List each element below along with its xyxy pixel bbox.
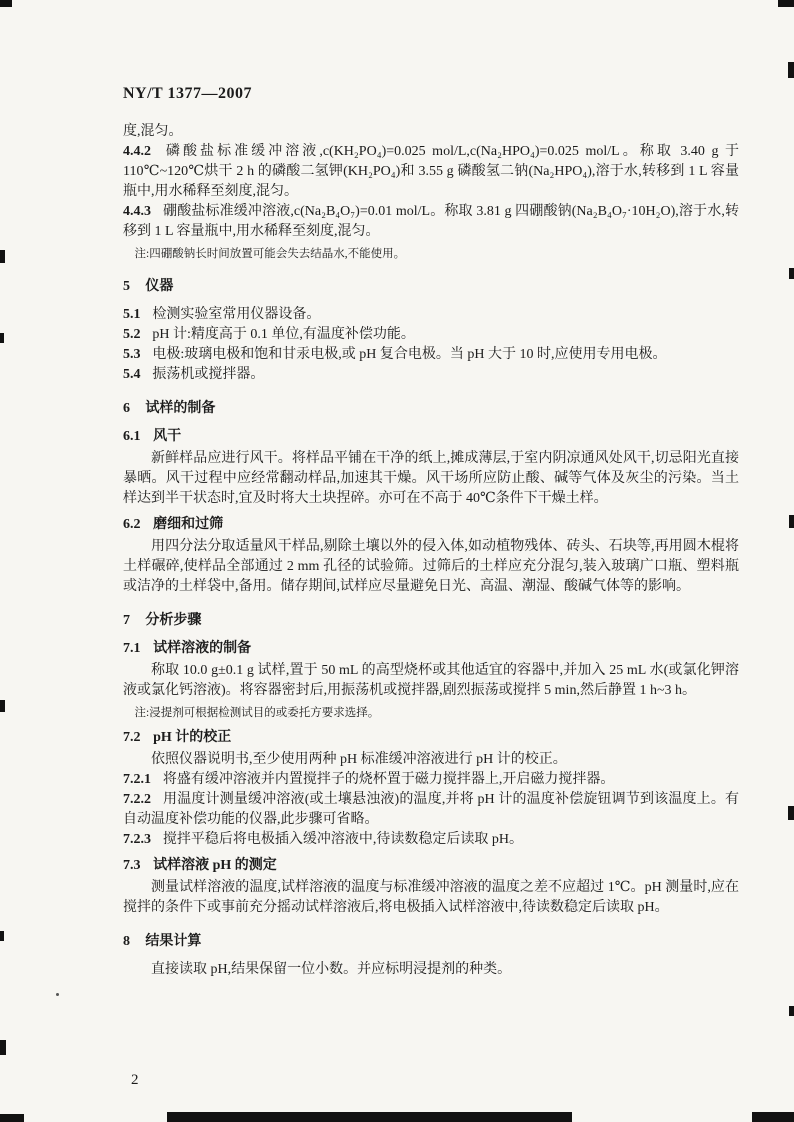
heading-text: 分析步骤 bbox=[145, 613, 202, 628]
clause-number: 7.2.1 bbox=[123, 772, 151, 787]
clause-number: 5.1 bbox=[123, 307, 141, 322]
heading-text: 结果计算 bbox=[145, 934, 202, 949]
paragraph-calibration-intro: 依照仪器说明书,至少使用两种 pH 标准缓冲溶液进行 pH 计的校正。 bbox=[151, 752, 567, 767]
heading-number: 8 bbox=[123, 934, 130, 949]
clause-7-2-3 bbox=[123, 830, 739, 850]
heading-number: 7.1 bbox=[123, 641, 141, 656]
clause-5-2 bbox=[123, 325, 739, 345]
clause-text: 振荡机或搅拌器。 bbox=[152, 367, 265, 382]
page-number: 2 bbox=[131, 1072, 139, 1088]
clause-5-3 bbox=[123, 345, 739, 365]
document-body bbox=[123, 84, 739, 980]
heading-8-result-calculation bbox=[123, 932, 739, 952]
heading-6-2-grinding-sieving bbox=[123, 515, 739, 535]
heading-number: 7.3 bbox=[123, 858, 141, 873]
heading-7-1-test-solution bbox=[123, 639, 739, 659]
heading-text: 试样溶液 pH 的测定 bbox=[153, 858, 277, 873]
heading-number: 7.2 bbox=[123, 730, 141, 745]
heading-number: 6 bbox=[123, 401, 130, 416]
clause-7-2-1 bbox=[123, 770, 739, 790]
heading-7-analysis-steps bbox=[123, 611, 739, 631]
heading-number: 7 bbox=[123, 613, 130, 628]
clause-5-1 bbox=[123, 305, 739, 325]
scan-artifact bbox=[788, 806, 794, 820]
scan-artifact bbox=[752, 1112, 794, 1122]
heading-6-1-air-drying bbox=[123, 427, 739, 447]
clause-text: 将盛有缓冲溶液并内置搅拌子的烧杯置于磁力搅拌器上,开启磁力搅拌器。 bbox=[162, 772, 615, 787]
paragraph-continuation: 度,混匀。 bbox=[123, 124, 183, 139]
scan-artifact bbox=[56, 993, 59, 996]
paragraph-air-drying: 新鲜样品应进行风干。将样品平铺在干净的纸上,摊成薄层,于室内阴凉通风处风干,切忌阳光直接暴晒。风干过程中应经常翻动样品,加速其干燥。风干场所应防止酸、碱等气体及灰尘的污染。当土样达到半干状态时,宜及时将大土块捏碎。亦可在不高于 40℃条件下干燥土样。 bbox=[123, 451, 739, 506]
clause-text: 检测实验室常用仪器设备。 bbox=[152, 307, 321, 322]
scan-artifact bbox=[788, 62, 794, 78]
note-extractant: 注:浸提剂可根据检测试目的或委托方要求选择。 bbox=[134, 707, 380, 719]
scan-artifact bbox=[0, 1040, 6, 1055]
scan-artifact bbox=[0, 250, 5, 263]
standard-number-header: NY/T 1377—2007 bbox=[123, 85, 252, 102]
heading-number: 6.2 bbox=[123, 517, 141, 532]
heading-7-3-ph-measurement bbox=[123, 856, 739, 876]
scan-artifact bbox=[0, 700, 5, 712]
scan-artifact bbox=[0, 333, 4, 343]
heading-text: 磨细和过筛 bbox=[153, 517, 224, 532]
paragraph-ph-measurement: 测量试样溶液的温度,试样溶液的温度与标准缓冲溶液的温度之差不应超过 1℃。pH 测量时,应在搅拌的条件下或事前充分摇动试样溶液后,将电极插入试样溶液中,待读数稳定后读取 pH。 bbox=[123, 880, 739, 915]
clause-text: 电极:玻璃电极和饱和甘汞电极,或 pH 复合电极。当 pH 大于 10 时,应使用专用电极。 bbox=[152, 347, 667, 362]
clause-number: 7.2.3 bbox=[123, 832, 151, 847]
clause-number: 7.2.2 bbox=[123, 792, 151, 807]
clause-4-4-2 bbox=[123, 142, 739, 202]
heading-5-instruments bbox=[123, 277, 739, 297]
clause-number: 5.4 bbox=[123, 367, 141, 382]
scan-artifact bbox=[789, 515, 794, 528]
scan-artifact bbox=[167, 1112, 572, 1122]
clause-5-4 bbox=[123, 365, 739, 385]
heading-text: 试样的制备 bbox=[145, 401, 216, 416]
clause-text: 硼酸盐标准缓冲溶液,c(Na₂B₄O₇)=0.01 mol/L。称取 3.81 g 四硼酸钠(Na₂B₄O₇·10H₂O),溶于水,转移到 1 L 容量瓶中,用水稀释至刻度,混匀。 bbox=[123, 204, 739, 239]
clause-number: 5.2 bbox=[123, 327, 141, 342]
clause-text: 磷酸盐标准缓冲溶液,c(KH₂PO₄)=0.025 mol/L,c(Na₂HPO₄)=0.025 mol/L。称取 3.40 g 于 110℃~120℃烘干 2 h 的磷酸二氢钾(KH₂PO₄)和 3.55 g 磷酸氢二钠(Na₂HPO₄),溶于水,转移到 1 L 容量瓶中,用水稀释至刻度,混匀。 bbox=[123, 144, 739, 199]
heading-number: 6.1 bbox=[123, 429, 141, 444]
clause-text: 搅拌平稳后将电极插入缓冲溶液中,待读数稳定后读取 pH。 bbox=[162, 832, 523, 847]
paragraph-test-solution: 称取 10.0 g±0.1 g 试样,置于 50 mL 的高型烧杯或其他适宜的容器中,并加入 25 mL 水(或氯化钾溶液或氯化钙溶液)。将容器密封后,用振荡机或搅拌器,剧烈振荡或搅拌 5 min,然后静置 1 h~3 h。 bbox=[123, 663, 739, 698]
heading-number: 5 bbox=[123, 279, 130, 294]
clause-number: 4.4.3 bbox=[123, 204, 151, 219]
scan-artifact bbox=[0, 1114, 24, 1122]
heading-6-sample-preparation bbox=[123, 399, 739, 419]
heading-text: pH 计的校正 bbox=[153, 730, 232, 745]
heading-text: 仪器 bbox=[145, 279, 174, 294]
clause-number: 5.3 bbox=[123, 347, 141, 362]
scan-artifact bbox=[0, 0, 12, 7]
clause-4-4-3 bbox=[123, 202, 739, 242]
paragraph-grinding-sieving: 用四分法分取适量风干样品,剔除土壤以外的侵入体,如动植物残体、砖头、石块等,再用圆木棍将土样碾碎,使样品全部通过 2 mm 孔径的试验筛。过筛后的土样应充分混匀,装入玻璃广口瓶、塑料瓶或洁净的土样袋中,备用。储存期间,试样应尽量避免日光、高温、潮湿、酸碱气体等的影响。 bbox=[123, 539, 739, 594]
heading-text: 试样溶液的制备 bbox=[153, 641, 252, 656]
scan-artifact bbox=[789, 268, 794, 279]
clause-7-2-2 bbox=[123, 790, 739, 830]
scan-artifact bbox=[0, 931, 4, 941]
heading-text: 风干 bbox=[153, 429, 182, 444]
note-borax: 注:四硼酸钠长时间放置可能会失去结晶水,不能使用。 bbox=[134, 248, 406, 260]
clause-number: 4.4.2 bbox=[123, 144, 151, 159]
heading-7-2-ph-calibration bbox=[123, 728, 739, 748]
paragraph-result: 直接读取 pH,结果保留一位小数。并应标明浸提剂的种类。 bbox=[151, 962, 512, 977]
scan-artifact bbox=[778, 0, 794, 7]
clause-text: 用温度计测量缓冲溶液(或土壤悬浊液)的温度,并将 pH 计的温度补偿旋钮调节到该温度上。有自动温度补偿功能的仪器,此步骤可省略。 bbox=[123, 792, 739, 827]
clause-text: pH 计:精度高于 0.1 单位,有温度补偿功能。 bbox=[152, 327, 415, 342]
scan-artifact bbox=[789, 1006, 794, 1016]
